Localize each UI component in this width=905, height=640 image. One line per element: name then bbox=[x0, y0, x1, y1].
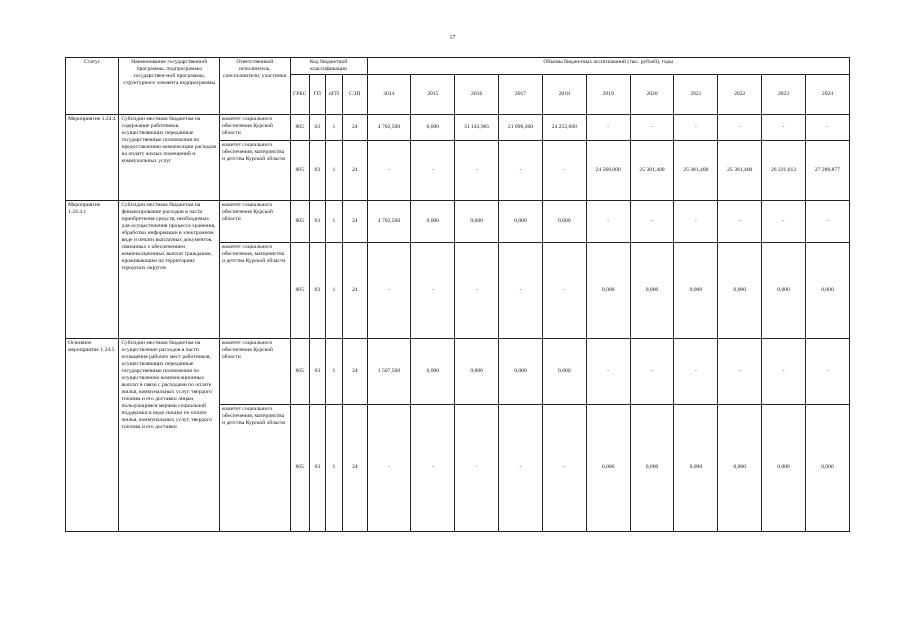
executor-cell: комитет социального обеспечения Курской области bbox=[219, 200, 290, 242]
value-cell: - bbox=[674, 338, 718, 404]
header-year: 2020 bbox=[630, 74, 674, 114]
header-code-col: ГРБС bbox=[290, 74, 309, 114]
code-cell: 03 bbox=[309, 200, 325, 242]
name-cell: Субсидии местным бюджетам на содержание работников, осуществляющих переданные государственные полномочия по предоставлению компенсации расходов на оплату жилых помещений и коммунальных услуг bbox=[119, 114, 220, 200]
code-cell: 805 bbox=[290, 114, 309, 140]
value-cell: 24 252,600 bbox=[542, 114, 586, 140]
value-cell: - bbox=[367, 242, 411, 338]
value-cell: 0,000 bbox=[805, 404, 849, 531]
value-cell: - bbox=[455, 242, 499, 338]
value-cell: 0,000 bbox=[586, 404, 630, 531]
value-cell: - bbox=[718, 200, 762, 242]
value-cell: - bbox=[455, 140, 499, 200]
value-cell: 27 280,877 bbox=[805, 140, 849, 200]
value-cell: - bbox=[586, 200, 630, 242]
executor-cell: комитет социального обеспечения Курской области bbox=[219, 114, 290, 140]
value-cell: - bbox=[367, 404, 411, 531]
value-cell: 0,000 bbox=[805, 242, 849, 338]
value-cell: - bbox=[762, 114, 806, 140]
value-cell: 24 568,000 bbox=[586, 140, 630, 200]
header-year: 2018 bbox=[542, 74, 586, 114]
value-cell: 0,000 bbox=[411, 338, 455, 404]
header-name: Наименование государственной программы, подпрограммы государствен-ной программы, структурного элемента подпрограммы bbox=[119, 58, 220, 115]
value-cell: 0,000 bbox=[455, 200, 499, 242]
value-cell: 25 381,400 bbox=[718, 140, 762, 200]
value-cell: 4 702,500 bbox=[367, 114, 411, 140]
code-cell: 03 bbox=[309, 338, 325, 404]
value-cell: - bbox=[674, 114, 718, 140]
value-cell: 25 381,400 bbox=[674, 140, 718, 200]
header-year: 2017 bbox=[499, 74, 543, 114]
value-cell: 0,000 bbox=[762, 404, 806, 531]
value-cell: - bbox=[586, 338, 630, 404]
value-cell: - bbox=[499, 140, 543, 200]
value-cell: 1 507,500 bbox=[367, 338, 411, 404]
value-cell: - bbox=[411, 140, 455, 200]
value-cell: 0,000 bbox=[499, 200, 543, 242]
value-cell: 0,000 bbox=[718, 242, 762, 338]
value-cell: - bbox=[499, 242, 543, 338]
value-cell: - bbox=[630, 114, 674, 140]
value-cell: - bbox=[367, 140, 411, 200]
status-cell: Основное мероприятие 1.24.5 bbox=[66, 338, 119, 531]
code-cell: 805 bbox=[290, 338, 309, 404]
value-cell: - bbox=[718, 338, 762, 404]
value-cell: 0,000 bbox=[718, 404, 762, 531]
value-cell: 26 231,612 bbox=[762, 140, 806, 200]
header-executor: Ответственный исполнитель, соисполнители, участники bbox=[219, 58, 290, 115]
value-cell: - bbox=[586, 114, 630, 140]
code-cell: 1 bbox=[325, 242, 342, 338]
value-cell: 0,000 bbox=[630, 242, 674, 338]
code-cell: 24 bbox=[342, 114, 367, 140]
code-cell: 03 bbox=[309, 242, 325, 338]
value-cell: 21 090,300 bbox=[499, 114, 543, 140]
header-volumes: Объемы бюджетных ассигнований (тыс. рублей), годы bbox=[367, 58, 849, 75]
executor-cell: комитет социального обеспечения Курской области bbox=[219, 338, 290, 404]
code-cell: 03 bbox=[309, 404, 325, 531]
value-cell: 0,000 bbox=[630, 404, 674, 531]
executor-cell: комитет социального обеспечения, материнства и детства Курской области bbox=[219, 404, 290, 531]
status-cell: Мероприятие 1.24.4.1 bbox=[66, 200, 119, 338]
header-year: 2016 bbox=[455, 74, 499, 114]
header-code-col: СЭП bbox=[342, 74, 367, 114]
value-cell: 0,000 bbox=[586, 242, 630, 338]
header-year: 2021 bbox=[674, 74, 718, 114]
value-cell: - bbox=[542, 140, 586, 200]
budget-table bbox=[65, 57, 850, 532]
value-cell: - bbox=[411, 404, 455, 531]
value-cell: 0,000 bbox=[411, 114, 455, 140]
code-cell: 1 bbox=[325, 140, 342, 200]
value-cell: - bbox=[762, 200, 806, 242]
value-cell: - bbox=[805, 114, 849, 140]
code-cell: 24 bbox=[342, 338, 367, 404]
value-cell: - bbox=[542, 404, 586, 531]
code-cell: 24 bbox=[342, 242, 367, 338]
value-cell: - bbox=[674, 200, 718, 242]
executor-cell: комитет социального обеспечения, материнства и детства Курской области bbox=[219, 242, 290, 338]
code-cell: 24 bbox=[342, 404, 367, 531]
header-budget-code: Код бюджетной классификации bbox=[290, 58, 367, 75]
value-cell: - bbox=[411, 242, 455, 338]
code-cell: 805 bbox=[290, 200, 309, 242]
code-cell: 03 bbox=[309, 140, 325, 200]
header-year: 2023 bbox=[762, 74, 806, 114]
code-cell: 1 bbox=[325, 200, 342, 242]
header-code-col: ГП bbox=[309, 74, 325, 114]
value-cell: 0,000 bbox=[411, 200, 455, 242]
code-cell: 1 bbox=[325, 114, 342, 140]
value-cell: - bbox=[762, 338, 806, 404]
value-cell: 31 143,965 bbox=[455, 114, 499, 140]
value-cell: 4 702,500 bbox=[367, 200, 411, 242]
table-row bbox=[66, 338, 850, 404]
header-year: 2024 bbox=[805, 74, 849, 114]
name-cell: Субсидии местным бюджетам на осуществление расходов в части оснащения рабочих мест работников, осуществляющих переданные государственные полномочия по осуществлению компенсационных выплат в связи с расходами по оплате жилья, коммунальных услуг, твердого топлива и его доставки лицам, пользующимся мерами социальной поддержки в виде скидки по оплате жилья, коммунальных услуг, твердого топлива и его доставки bbox=[119, 338, 220, 531]
value-cell: - bbox=[630, 338, 674, 404]
header-year: 2014 bbox=[367, 74, 411, 114]
code-cell: 24 bbox=[342, 200, 367, 242]
value-cell: - bbox=[630, 200, 674, 242]
value-cell: 0,000 bbox=[455, 338, 499, 404]
name-cell: Субсидии местным бюджетам на финансирование расходов в части приобретения средств, необходимых для осуществления процесса хранения, обработки информации в электронном виде и печати выплатных документов, связанных с обеспечением компенсационных выплат гражданам, проживающим на территориях городских округов bbox=[119, 200, 220, 338]
value-cell: 0,000 bbox=[762, 242, 806, 338]
page-number: 17 bbox=[449, 35, 456, 41]
code-cell: 805 bbox=[290, 404, 309, 531]
value-cell: 0,000 bbox=[499, 338, 543, 404]
value-cell: - bbox=[542, 242, 586, 338]
value-cell: 25 381,400 bbox=[630, 140, 674, 200]
code-cell: 1 bbox=[325, 404, 342, 531]
header-year: 2022 bbox=[718, 74, 762, 114]
value-cell: 0,000 bbox=[674, 242, 718, 338]
value-cell: - bbox=[455, 404, 499, 531]
table-row bbox=[66, 200, 850, 242]
header-code-col: пГП bbox=[325, 74, 342, 114]
code-cell: 805 bbox=[290, 140, 309, 200]
value-cell: - bbox=[718, 114, 762, 140]
code-cell: 24 bbox=[342, 140, 367, 200]
value-cell: 0,000 bbox=[542, 200, 586, 242]
code-cell: 1 bbox=[325, 338, 342, 404]
header-status: Статус bbox=[66, 58, 119, 115]
value-cell: - bbox=[499, 404, 543, 531]
value-cell: - bbox=[805, 338, 849, 404]
value-cell: 0,000 bbox=[542, 338, 586, 404]
code-cell: 805 bbox=[290, 242, 309, 338]
executor-cell: комитет социального обеспечения, материнства и детства Курской области bbox=[219, 140, 290, 200]
header-year: 2019 bbox=[586, 74, 630, 114]
status-cell: Мероприятие 1.24.4 bbox=[66, 114, 119, 200]
value-cell: - bbox=[805, 200, 849, 242]
header-year: 2015 bbox=[411, 74, 455, 114]
value-cell: 0,000 bbox=[674, 404, 718, 531]
table-row bbox=[66, 114, 850, 140]
code-cell: 03 bbox=[309, 114, 325, 140]
